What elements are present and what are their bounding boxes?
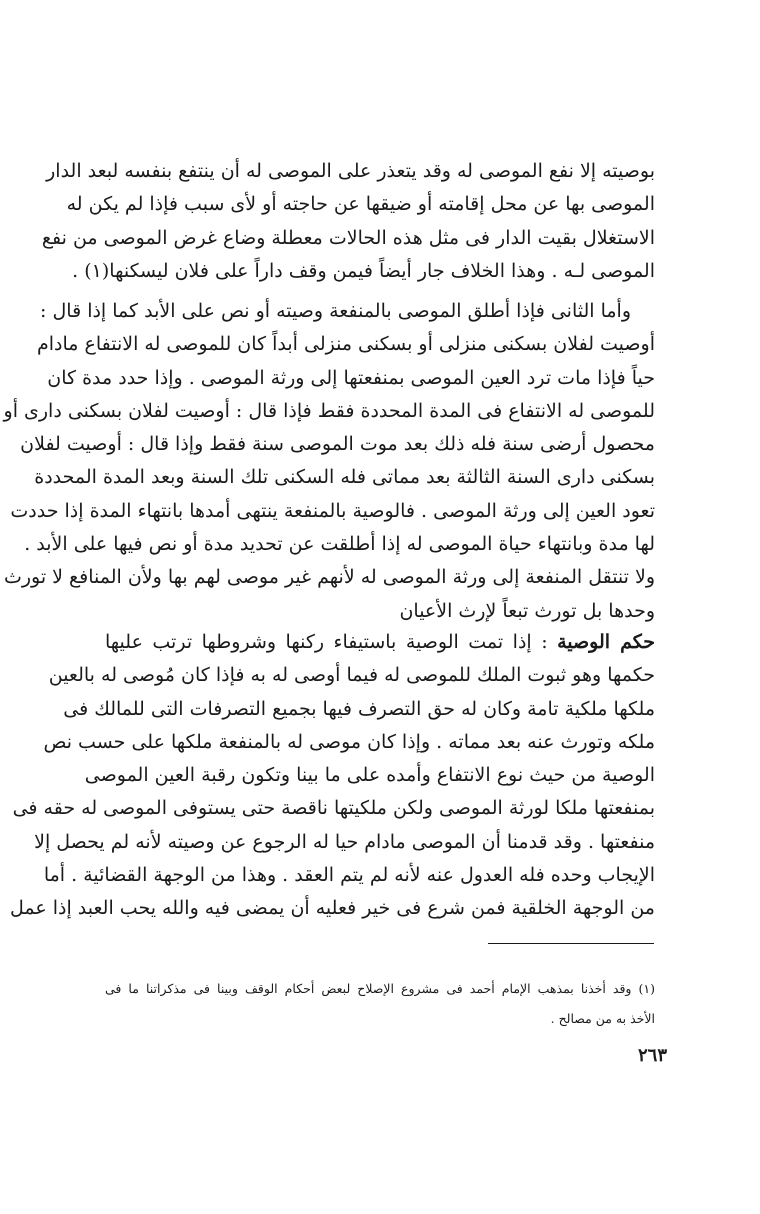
text-line: الإيجاب وحده فله العدول عنه لأنه لم يتم العقد . وهذا من الوجهة القضائية . أما bbox=[43, 864, 655, 887]
text-line: ملكها ملكية تامة وكان له حق التصرف فيها بجميع التصرفات التى للمالك فى bbox=[63, 697, 655, 720]
text-line: لها مدة وبانتهاء حياة الموصى له إذا أطلقت عن تحديد مدة أو نص فيها على الأبد . bbox=[24, 533, 655, 556]
text-line: ملكه وتورث عنه بعد مماته . وإذا كان موصى له بالمنفعة ملكها على حسب نص bbox=[43, 730, 655, 753]
text-line: منفعتها . وقد قدمنا أن الموصى مادام حيا له الرجوع عن وصيته لأنه لم يحصل إلا bbox=[34, 830, 655, 853]
footnote bbox=[105, 974, 655, 1034]
text-line: تعود العين إلى ورثة الموصى . فالوصية بالمنفعة ينتهى أمدها بانتهاء المدة إذا حددت bbox=[10, 499, 655, 522]
text-line: الوصية من حيث نوع الانتفاع وأمده على ما بينا وتكون رقبة العين الموصى bbox=[84, 764, 655, 787]
text-line: للموصى له الانتفاع فى المدة المحددة فقط فإذا قال : أوصيت لفلان بسكنى دارى أو bbox=[3, 399, 655, 422]
text-line: بمنفعتها ملكا لورثة الموصى ولكن ملكيتها ناقصة حتى يستوفى الموصى له حقه فى bbox=[12, 797, 655, 820]
text-line: وأما الثانى فإذا أطلق الموصى بالمنفعة وصيته أو نص على الأبد كما إذا قال : bbox=[40, 300, 631, 322]
text-line: أوصيت لفلان بسكنى منزلى أو بسكنى منزلى أبداً كان للموصى له الانتفاع مادام bbox=[36, 333, 655, 356]
text-line: الاستغلال بقيت الدار فى مثل هذه الحالات معطلة وضاع غرض الموصى من نفع bbox=[41, 226, 655, 249]
text-line: حكمها وهو ثبوت الملك للموصى له فيما أوصى له به فإذا كان مُوصى له بالعين bbox=[48, 664, 655, 687]
section-heading: حكم الوصية bbox=[557, 631, 655, 653]
footnote-line: (١) وقد أخذنا بمذهب الإمام أحمد فى مشروع الإصلاح لبعض أحكام الوقف وبينا فى مذكراتنا ما فى bbox=[105, 981, 655, 996]
text-line: الموصى بها عن محل إقامته أو ضيقها عن حاجته أو لأى سبب فإذا لم يكن له bbox=[66, 193, 655, 216]
text-line: بسكنى دارى السنة الثالثة بعد مماتى فله السكنى تلك السنة وبعد المدة المحددة bbox=[34, 466, 655, 489]
text-line: من الوجهة الخلقية فمن شرع فى خير فعليه أن يمضى فيه والله يحب العبد إذا عمل bbox=[10, 897, 655, 920]
paragraph-1 bbox=[41, 155, 655, 288]
text-line: ولا تنتقل المنفعة إلى ورثة الموصى له لأنهم غير موصى لهم بها ولأن المنافع لا تورث bbox=[3, 566, 655, 589]
footnote-line: الأخذ به من مصالح . bbox=[550, 1011, 655, 1026]
text-line: حياً فإذا مات ترد العين الموصى بمنفعتها إلى ورثة الموصى . وإذا حدد مدة كان bbox=[47, 366, 655, 389]
page-number: ٢٦٣ bbox=[638, 1045, 668, 1066]
text-line: الموصى لـه . وهذا الخلاف جار أيضاً فيمن وقف داراً على فلان ليسكنها(١) . bbox=[72, 259, 655, 282]
paragraph-2 bbox=[3, 295, 655, 628]
heading-line-text: : إذا تمت الوصية باستيفاء ركنها وشروطها ترتب عليها bbox=[105, 631, 558, 653]
text-line: محصول أرضى سنة فله ذلك بعد موت الموصى سنة فقط وإذا قال : أوصيت لفلان bbox=[20, 433, 655, 456]
text-line: وحدها بل تورث تبعاً لإرث الأعيان bbox=[399, 599, 655, 622]
paragraph-3 bbox=[10, 626, 655, 926]
footnote-separator bbox=[488, 943, 654, 944]
text-line: بوصيته إلا نفع الموصى له وقد يتعذر على الموصى له أن ينتفع بنفسه لبعد الدار bbox=[46, 160, 655, 182]
text-line bbox=[105, 626, 655, 659]
